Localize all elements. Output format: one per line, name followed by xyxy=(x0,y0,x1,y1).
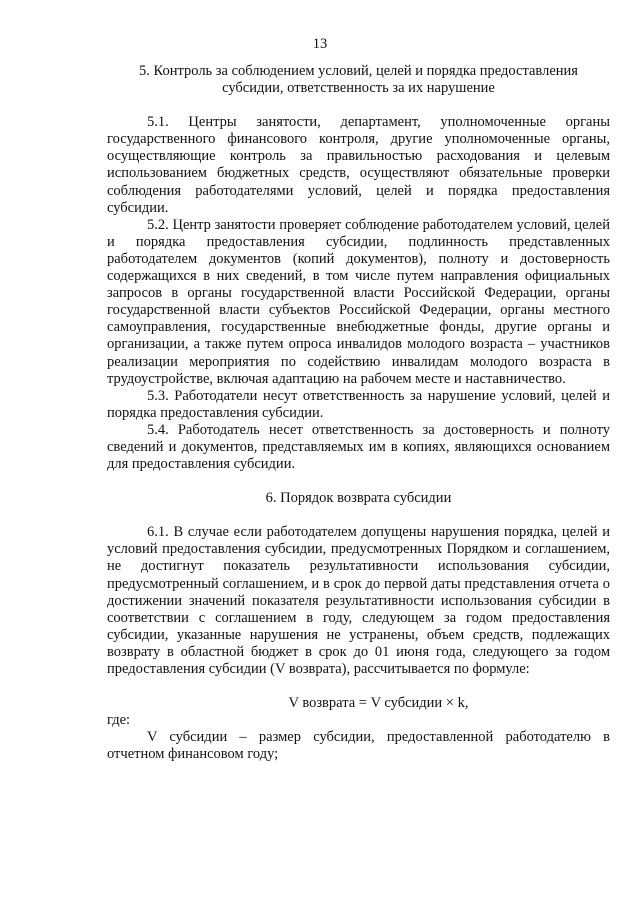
spacer xyxy=(107,678,610,695)
paragraph-5-1: 5.1. Центры занятости, департамент, уполномоченные органы государственного финансового контроля, другие уполномоченные органы, осуществляющие контроль за правильностью расходования и целевым использованием бюджетных средств, осуществляют обязательные проверки соблюдения работодателями условий, целей и порядка предоставления субсидии. xyxy=(107,114,610,216)
section-6-heading: 6. Порядок возврата субсидии xyxy=(265,490,452,507)
document-body xyxy=(107,63,610,763)
spacer xyxy=(107,473,610,490)
paragraph-6-1: 6.1. В случае если работодателем допущены нарушения порядка, целей и условий предоставления субсидии, предусмотренных Порядком и соглашением, не достигнут показатель результативности использования субсидии, предусмотренный соглашением, и в срок до первой даты представления отчета о достижении значений показателя результативности использования субсидии в соответствии с соглашением в году, следующем за годом предоставления субсидии, указанные нарушения не устранены, объем средств, подлежащих возврату в областной бюджет в срок до 01 июня года, следующего за годом предоставления субсидии (V возврата), рассчитывается по формуле: xyxy=(107,524,610,677)
page-number: 13 xyxy=(312,36,328,52)
paragraph-5-3: 5.3. Работодатели несут ответственность за нарушение условий, целей и порядка предоставления субсидии. xyxy=(107,387,610,421)
spacer xyxy=(107,507,610,524)
formula: V возврата = V субсидии × k, xyxy=(288,695,469,712)
paragraph-5-2: 5.2. Центр занятости проверяет соблюдение работодателем условий, целей и порядка предоставления субсидии, подлинность представленных работодателем документов (копий документов), полноту и достоверность содержащихся в них сведений, в том числе путем направления официальных запросов в органы государственной власти Российской Федерации, органы государственной власти субъектов Российской Федерации, органы местного самоуправления, государственные внебюджетные фонды, другие органы и организации, а также путем опроса инвалидов молодого возраста – участников реализации мероприятия по содействию инвалидам молодого возраста в трудоустройстве, включая адаптацию на рабочем месте и наставничество. xyxy=(107,216,610,387)
where-label: где: xyxy=(107,712,131,729)
paragraph-5-4: 5.4. Работодатель несет ответственность за достоверность и полноту сведений и документов, представляемых им в копиях, являющихся основанием для предоставления субсидии. xyxy=(107,421,610,473)
section-5-heading: 5. Контроль за соблюдением условий, целей и порядка предоставления субсидии, ответственность за их нарушение xyxy=(139,63,578,97)
definition-v-subsidy: V субсидии – размер субсидии, предоставленной работодателю в отчетном финансовом году; xyxy=(107,729,610,763)
spacer xyxy=(107,97,610,114)
